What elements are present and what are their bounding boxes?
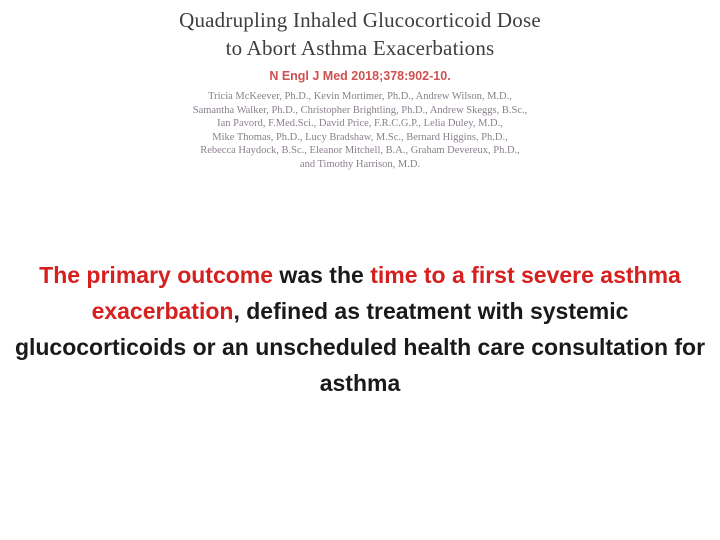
paper-title <box>120 6 600 62</box>
paper-title-line: to Abort Asthma Exacerbations <box>225 36 495 60</box>
highlight-primary-outcome: The primary outcome <box>39 262 274 288</box>
outcome-summary <box>10 257 710 401</box>
author-line: Rebecca Haydock, B.Sc., Eleanor Mitchell, B.A., Graham Devereux, Ph.D., <box>200 145 520 157</box>
author-line: Mike Thomas, Ph.D., Lucy Bradshaw, M.Sc., Bernard Higgins, Ph.D., <box>212 131 508 143</box>
highlight-exacerbation: time to a first severe asthma exacerbation <box>91 262 681 324</box>
summary-text: was the <box>273 262 371 288</box>
author-line: Samantha Walker, Ph.D., Christopher Brightling, Ph.D., Andrew Skeggs, B.Sc., <box>192 104 528 116</box>
paper-header <box>120 0 600 190</box>
summary-text: , defined as treatment with systemic glucocorticoids or an unscheduled health care consultation for asthma <box>14 298 706 396</box>
author-list <box>120 90 600 172</box>
author-line: Ian Pavord, F.Med.Sci., David Price, F.R.C.G.P., Lelia Duley, M.D., <box>217 118 503 130</box>
journal-citation: N Engl J Med 2018;378:902-10. <box>269 69 451 83</box>
author-line: and Timothy Harrison, M.D. <box>299 158 421 170</box>
author-line: Tricia McKeever, Ph.D., Kevin Mortimer, Ph.D., Andrew Wilson, M.D., <box>208 91 512 102</box>
paper-title-line: Quadrupling Inhaled Glucocorticoid Dose <box>179 8 541 32</box>
